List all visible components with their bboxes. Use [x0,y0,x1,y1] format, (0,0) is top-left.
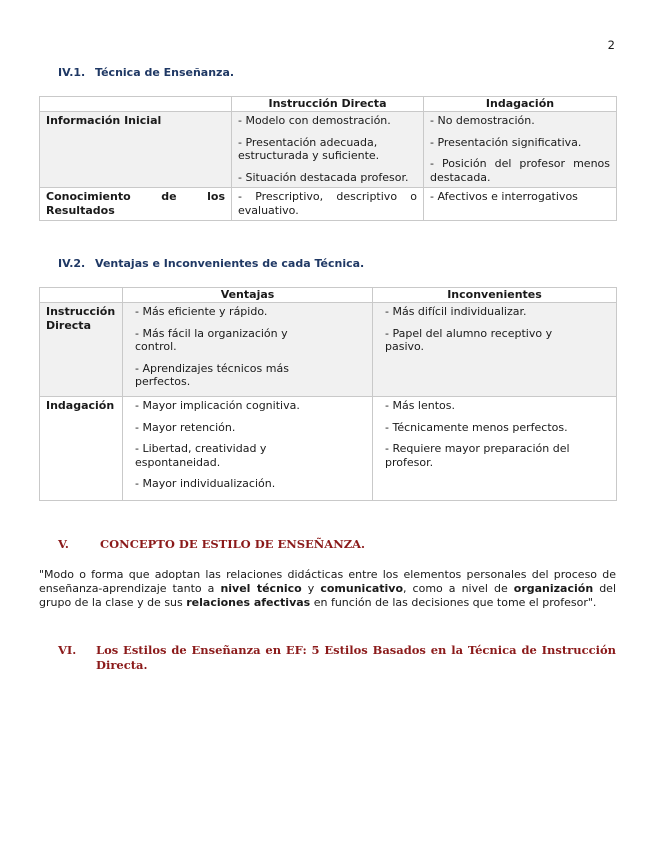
table-header-empty [40,288,123,303]
table-cell [373,303,617,397]
table-header-directa: Instrucción Directa [232,97,424,112]
table-row [40,188,617,221]
section-title: CONCEPTO DE ESTILO DE ENSEÑANZA. [100,537,366,551]
table-header-inconvenientes: Inconvenientes [373,288,617,303]
table-row [40,303,617,397]
list-item: - Presentación adecuada, estructurada y suficiente. [238,135,380,162]
section-title: Los Estilos de Enseñanza en EF: 5 Estilos Basados en la Técnica de Instrucción Directa. [96,643,616,672]
quote-emphasis: relaciones afectivas [186,596,311,609]
list-item: - Más lentos. [385,399,455,412]
quote-text: y [301,582,321,595]
section-number: VI. [58,643,77,657]
list-item: - Mayor individualización. [135,477,276,490]
quote-text: "Modo o forma que adoptan las relaciones didácticas entre los elementos personales del proceso de enseñanza-aprendizaje tanto a [39,568,616,595]
table-header-row [40,97,617,112]
section-number: V. [58,537,69,551]
row-label: Indagación [40,397,123,501]
section-number: IV.1. [58,66,86,79]
quote-emphasis: comunicativo [320,582,404,595]
list-item: - Más fácil la organización y control. [135,326,288,353]
list-item: - Modelo con demostración. [238,114,391,127]
page-number: 2 [607,38,615,52]
table-row [40,112,617,188]
list-item: - Más difícil individualizar. [385,305,527,318]
list-item: - Mayor retención. [135,420,236,434]
list-item: - Aprendizajes técnicos más perfectos. [135,361,289,388]
list-item: - Posición del profesor menos destacada. [430,157,610,184]
definition-quote [39,568,616,610]
table-header-indagacion: Indagación [424,97,617,112]
table-cell [232,188,424,221]
list-item: - Libertad, creatividad y espontaneidad. [135,442,267,469]
list-item: - Técnicamente menos perfectos. [385,420,568,434]
list-item: - Más eficiente y rápido. [135,305,268,318]
quote-text: en función de las decisiones que tome el profesor". [310,596,597,609]
technique-table [39,96,617,221]
section-number: IV.2. [58,257,86,270]
table-cell [232,112,424,188]
list-item: - Requiere mayor preparación del profesor. [385,442,570,469]
section-title: Técnica de Enseñanza. [95,66,235,79]
table-header-empty [40,97,232,112]
row-label-text: Conocimiento de los Resultados [46,190,225,217]
quote-text: del grupo de la clase y de sus [39,582,616,609]
row-label [40,188,232,221]
list-item: - Afectivos e interrogativos [430,190,578,203]
table-cell [424,188,617,221]
section-heading-v [58,537,365,551]
list-item: - Prescriptivo, descriptivo o evaluativo. [238,190,417,217]
table-header-row [40,288,617,303]
section-title: Ventajas e Inconvenientes de cada Técnica. [95,257,365,270]
table-cell [373,397,617,501]
quote-emphasis: nivel técnico [220,582,302,595]
section-heading-vi [58,643,616,673]
table-cell [424,112,617,188]
table-row [40,397,617,501]
list-item: - Situación destacada profesor. [238,170,409,184]
section-heading-iv2 [58,257,364,270]
pros-cons-table [39,287,617,501]
table-cell [123,303,373,397]
section-heading-iv1 [58,66,234,79]
quote-emphasis: organización [513,582,594,595]
list-item: - Mayor implicación cognitiva. [135,399,300,412]
list-item: - No demostración. [430,114,535,127]
quote-text: , como a nivel de [403,582,514,595]
list-item: - Presentación significativa. [430,135,582,149]
table-header-ventajas: Ventajas [123,288,373,303]
list-item: - Papel del alumno receptivo y pasivo. [385,326,553,353]
table-cell [123,397,373,501]
row-label: Información Inicial [40,112,232,188]
row-label: Instrucción Directa [40,303,123,397]
